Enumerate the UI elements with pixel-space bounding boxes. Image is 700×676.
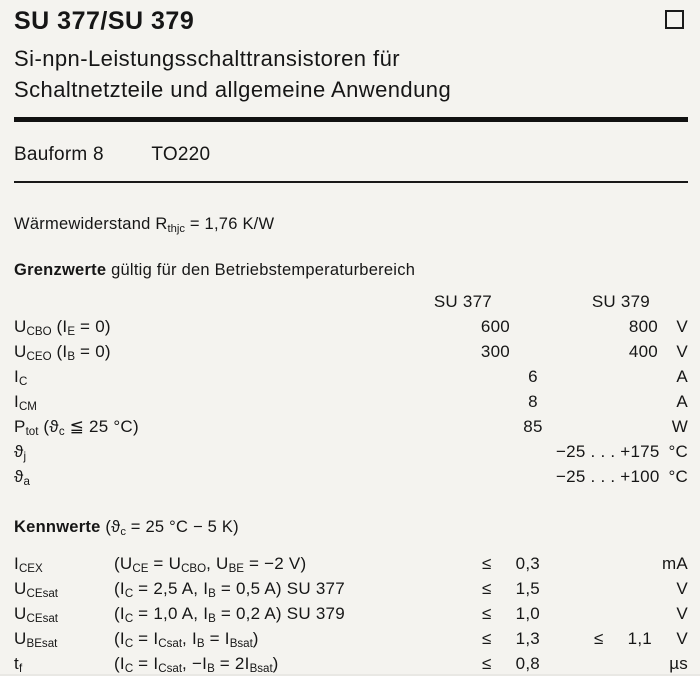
divider-thin	[14, 181, 688, 183]
grenzwerte-table	[14, 314, 688, 489]
page-title: SU 377/SU 379	[14, 7, 195, 35]
limit-row	[14, 364, 688, 389]
kennwerte-heading-bold: Kennwerte	[14, 518, 101, 536]
unit: V	[676, 604, 688, 623]
limit-row	[14, 464, 688, 489]
parameter-condition: ($I_C = I_{Csat}$, $I_B = I_{Bsat}$)	[114, 629, 259, 651]
unit: A	[676, 392, 688, 411]
parameter-symbol: $I_{CEX}$	[14, 554, 43, 576]
parameter-condition: ($I_C = 2,5$ A, $I_B = 0,5$ A) SU 377	[114, 579, 345, 601]
limit-value-2	[594, 651, 652, 676]
characteristic-row	[14, 576, 688, 601]
limit-value-1	[482, 651, 540, 676]
characteristic-row	[14, 651, 688, 676]
divider-thick	[14, 117, 688, 122]
limit-row	[14, 339, 688, 364]
parameter-label: $I_{CM}$	[14, 392, 37, 414]
value-common	[510, 439, 556, 464]
limit-value-1	[482, 551, 540, 576]
unit: °C	[668, 442, 688, 461]
value-su377	[400, 414, 510, 439]
value-su377: 600	[480, 317, 510, 336]
value-common	[510, 314, 556, 339]
value-su379	[556, 364, 658, 389]
limit-row	[14, 389, 688, 414]
less-equal-sign: ≤	[594, 629, 604, 648]
limit-value-2	[594, 576, 652, 601]
subtitle-line-2: Schaltnetzteile und allgemeine Anwendung	[14, 77, 452, 102]
limit-value-1	[482, 576, 540, 601]
limit-value-2	[594, 551, 652, 576]
value-common	[510, 464, 556, 489]
unit: V	[676, 629, 688, 648]
limit-row	[14, 439, 688, 464]
unit: V	[676, 342, 688, 361]
subtitle	[14, 43, 688, 105]
kennwerte-table	[14, 551, 688, 676]
unit: V	[676, 317, 688, 336]
value-su379: −25 . . . +175	[556, 442, 660, 461]
characteristic-row	[14, 626, 688, 651]
less-equal-sign: ≤	[482, 629, 492, 648]
limit-row	[14, 414, 688, 439]
limit-number-1: 1,3	[515, 629, 540, 648]
value-common: 85	[523, 417, 543, 436]
kennwerte-heading-rest: ($ϑ_c = 25$ °C − 5 K)	[105, 518, 239, 539]
parameter-label: $U_{CEO}$ $(I_B = 0)$	[14, 342, 111, 364]
unit: A	[676, 367, 688, 386]
bauform-line	[14, 143, 688, 167]
parameter-condition: ($I_C = I_{Csat}$, $-I_B = 2I_{Bsat}$)	[114, 654, 279, 676]
less-equal-sign: ≤	[482, 604, 492, 623]
value-su379	[556, 389, 658, 414]
parameter-symbol: $t_f$	[14, 654, 23, 676]
value-su379: −25 . . . +100	[556, 467, 660, 486]
corner-square-icon	[665, 10, 684, 29]
grenzwerte-heading-rest: gültig für den Betriebstemperaturbereich	[111, 261, 416, 279]
limit-value-1	[482, 601, 540, 626]
limit-value-1	[482, 626, 540, 651]
unit: W	[671, 417, 688, 436]
unit: V	[676, 579, 688, 598]
unit: °C	[668, 467, 688, 486]
value-su379: 800	[628, 317, 658, 336]
less-equal-sign: ≤	[482, 654, 492, 673]
parameter-symbol: $U_{BEsat}$	[14, 629, 58, 651]
value-common: 8	[528, 392, 538, 411]
grenzwerte-heading-bold: Grenzwerte	[14, 261, 107, 279]
limit-number-2: 1,1	[627, 629, 652, 648]
limit-number-1: 0,8	[515, 654, 540, 673]
package-value: TO220	[151, 144, 211, 165]
characteristic-row	[14, 551, 688, 576]
thermal-resistance-line: Wärmewiderstand $R_{thjc} = 1,76$ K/W	[14, 215, 275, 236]
less-equal-sign: ≤	[482, 579, 492, 598]
value-su377	[400, 439, 510, 464]
value-common	[510, 339, 556, 364]
limit-row	[14, 314, 688, 339]
limit-number-1: 0,3	[515, 554, 540, 573]
parameter-label: $I_C$	[14, 367, 28, 389]
grenzwerte-column-header-row	[14, 290, 688, 313]
column-header-su377: SU 377	[433, 292, 492, 311]
limit-number-1: 1,0	[515, 604, 540, 623]
unit: mA	[662, 554, 688, 573]
grenzwerte-heading	[14, 259, 688, 281]
parameter-label: $P_{tot}$ ($ϑ_c$ ≦ 25 °C)	[14, 417, 139, 439]
parameter-label: $ϑ_j$	[14, 442, 27, 464]
unit: µs	[669, 654, 688, 673]
value-su377	[400, 464, 510, 489]
bauform-label: Bauform 8	[14, 144, 104, 165]
subtitle-line-1: Si-npn-Leistungsschalttransistoren für	[14, 46, 401, 71]
kennwerte-heading	[14, 516, 688, 538]
characteristic-row	[14, 601, 688, 626]
parameter-condition: ($U_{CE} = U_{CBO}$, $U_{BE} = -2$ V)	[114, 554, 307, 576]
value-su377	[400, 389, 510, 414]
parameter-condition: ($I_C = 1,0$ A, $I_B = 0,2$ A) SU 379	[114, 604, 345, 626]
value-su377	[400, 364, 510, 389]
limit-number-1: 1,5	[515, 579, 540, 598]
limit-value-2	[594, 626, 652, 651]
parameter-label: $ϑ_a$	[14, 467, 30, 489]
parameter-symbol: $U_{CEsat}$	[14, 604, 58, 626]
parameter-symbol: $U_{CEsat}$	[14, 579, 58, 601]
value-common: 6	[528, 367, 538, 386]
less-equal-sign: ≤	[482, 554, 492, 573]
column-header-su379: SU 379	[591, 292, 650, 311]
parameter-label: $U_{CBO}$ $(I_E = 0)$	[14, 317, 111, 339]
value-su377: 300	[480, 342, 510, 361]
limit-value-2	[594, 601, 652, 626]
value-su379: 400	[628, 342, 658, 361]
value-su379	[556, 414, 658, 439]
